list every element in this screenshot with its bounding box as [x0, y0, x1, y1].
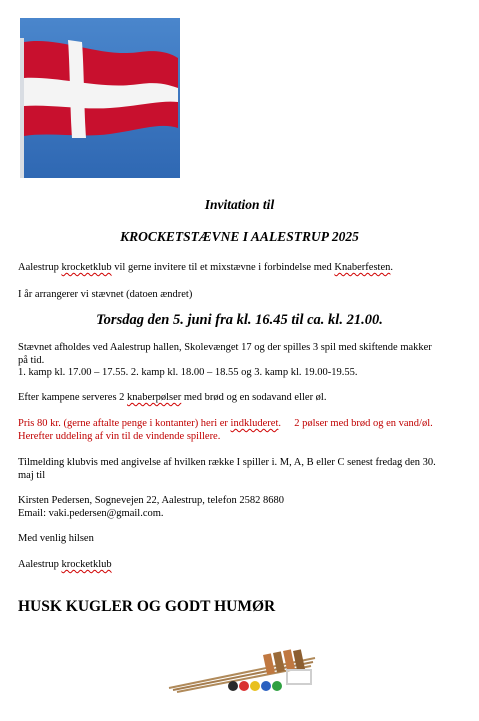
price-paragraph — [18, 418, 463, 443]
food-text: Efter kampene serveres 2 — [18, 392, 128, 403]
food-text-2: med brød og en sodavand eller øl. — [181, 392, 327, 403]
price-line — [18, 418, 463, 431]
danish-flag-icon — [20, 18, 180, 178]
included-word: indkluderet — [230, 418, 279, 429]
arrange-paragraph: I år arrangerer vi stævnet (datoen ændret) — [18, 289, 193, 300]
schedule-line: 1. kamp kl. 17.00 – 17.55. 2. kamp kl. 18.00 – 18.55 og 3. kamp kl. 19.00-19.55. — [18, 367, 358, 378]
contact-address: Kirsten Pedersen, Sognevejen 22, Aalestrup, telefon 2582 8680 — [18, 495, 284, 506]
venue-paragraph — [18, 342, 463, 380]
intro-period: . — [390, 262, 394, 273]
greeting: Med venlig hilsen — [18, 533, 94, 544]
signup-line: Tilmelding klubvis med angivelse af hvilken række I spiller i. M, A, B eller C senest fredag den 30. — [18, 457, 436, 468]
sign-club-word: krocketklub — [61, 559, 112, 570]
price-period: . — [278, 418, 284, 429]
price-text: Pris 80 kr. (gerne aftalte penge i kontanter) heri er — [18, 418, 231, 429]
venue-line: Stævnet afholdes ved Aalestrup hallen, Skolevænget 17 og der spilles 3 spil med skiftende makker — [18, 342, 432, 353]
date-line: Torsdag den 5. juni fra kl. 16.45 til ca. kl. 21.00. — [96, 312, 383, 328]
signup-line: maj til — [18, 469, 46, 481]
closing-slogan: HUSK KUGLER OG GODT HUMØR — [18, 598, 276, 615]
club-word: krocketklub — [61, 262, 112, 273]
signup-paragraph — [18, 457, 463, 482]
intro-paragraph — [18, 262, 463, 275]
croquet-set-icon — [165, 648, 325, 696]
venue-line: på tid. — [18, 354, 45, 366]
price-text-2: 2 pølser med brød og en vand/øl. — [291, 418, 433, 429]
croquet-set-image — [165, 648, 325, 696]
contact-email: Email: vaki.pedersen@gmail.com. — [18, 507, 164, 519]
sausage-word: knaberpølser — [127, 392, 182, 403]
sign-text: Aalestrup — [18, 559, 62, 570]
event-title: KROCKETSTÆVNE I AALESTRUP 2025 — [120, 229, 359, 244]
invitation-heading: Invitation til — [204, 197, 275, 212]
festival-word: Knaberfesten — [334, 262, 391, 273]
danish-flag-image — [20, 18, 180, 178]
wine-line: Herefter uddeling af vin til de vindende spillere. — [18, 430, 221, 442]
contact-paragraph — [18, 495, 463, 520]
intro-text-2: vil gerne invitere til et mixstævne i forbindelse med — [111, 262, 335, 273]
food-paragraph — [18, 392, 463, 405]
signature — [18, 559, 463, 572]
intro-text: Aalestrup — [18, 262, 62, 273]
